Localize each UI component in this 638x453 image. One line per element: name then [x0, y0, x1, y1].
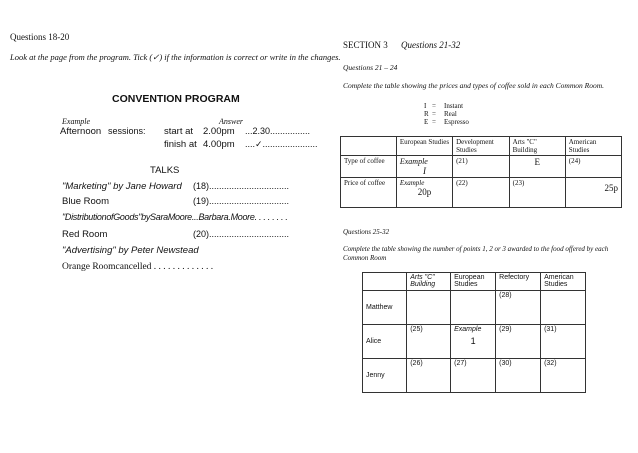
table-row: [363, 291, 586, 325]
cell-text: [541, 291, 586, 325]
talk-blue-room: Blue Room: [62, 196, 109, 207]
sub2-instruction-line2: Common Room: [343, 254, 387, 262]
cell-value: I: [422, 166, 426, 176]
coffee-key: I = Instant R = Real E = Espresso: [424, 102, 469, 126]
table-header: Arts "C" Building: [509, 137, 565, 156]
row-label: Price of coffee: [341, 178, 397, 208]
table-row: [363, 325, 586, 359]
cell-text: (22): [453, 178, 510, 208]
coffee-table: [340, 136, 622, 208]
start-time: 2.00pm: [203, 126, 235, 137]
cell-text: [451, 291, 496, 325]
table-header: Development Studies: [453, 137, 510, 156]
table-header: Arts "C" Building: [407, 273, 451, 291]
blank-19: (19)................................: [193, 196, 290, 206]
table-row: [363, 359, 586, 393]
sessions-label: sessions:: [108, 126, 146, 136]
table-header: American Studies: [565, 137, 621, 156]
talks-heading: TALKS: [150, 165, 180, 176]
sub2-instruction-line1: Complete the table showing the number of points 1, 2 or 3 awarded to the food offered by each: [343, 245, 609, 253]
food-points-table: [362, 272, 586, 393]
table-row: [341, 178, 622, 208]
cell-text: (26): [407, 359, 451, 393]
instruction-text: Look at the page from the program. Tick (✓) if the information is correct or write in the changes.: [10, 52, 341, 62]
cell-text: (30): [496, 359, 541, 393]
sub1-instruction: Complete the table showing the prices and types of coffee sold in each Common Room.: [343, 81, 604, 90]
table-header: European Studies: [451, 273, 496, 291]
afternoon-label: Afternoon: [60, 126, 102, 137]
talk-red-room: Red Room: [62, 229, 108, 240]
cell-value: 1: [470, 336, 476, 346]
cell-text: (32): [541, 359, 586, 393]
cell-text: [407, 291, 451, 325]
cell-text: Example: [399, 179, 425, 187]
cell-text: (29): [496, 325, 541, 359]
example-label: Example: [62, 117, 90, 126]
answer-label: Answer: [219, 117, 243, 126]
cell-text: (31): [541, 325, 586, 359]
questions-range: Questions 21-32: [401, 40, 461, 50]
row-label: Type of coffee: [341, 156, 397, 178]
cell-value: 20p: [417, 187, 432, 197]
cell-text: (23): [509, 178, 565, 208]
cell-text: (27): [451, 359, 496, 393]
questions-heading: Questions 18-20: [10, 32, 70, 42]
cell-text: (25): [407, 325, 451, 359]
table-header: [363, 273, 407, 291]
finish-at-label: finish at: [164, 139, 197, 150]
cell-text: (28): [496, 291, 541, 325]
cell-text: (21): [453, 156, 510, 178]
sub1-heading: Questions 21 – 24: [343, 63, 398, 72]
talk-distribution: "DistributionofGoods"bySaraMoore...Barbara.Moore. . . . . . . .: [62, 212, 288, 222]
row-label: Alice: [363, 325, 407, 359]
start-at-label: start at: [164, 126, 194, 137]
table-header: Refectory: [496, 273, 541, 291]
row-label: Matthew: [363, 291, 407, 325]
finish-answer: ....✓......................: [245, 139, 318, 149]
blank-18: (18)................................: [193, 181, 290, 191]
table-header: [341, 137, 397, 156]
sub2-heading: Questions 25-32: [343, 228, 390, 236]
section-title: SECTION 3: [343, 40, 388, 50]
table-header: American Studies: [541, 273, 586, 291]
orange-room: Orange Roomcancelled . . . . . . . . . . . . .: [62, 262, 214, 272]
start-answer: ...2.30................: [245, 126, 311, 136]
cell-value: 25p: [604, 183, 618, 193]
talk-marketing: "Marketing" by Jane Howard: [62, 181, 182, 192]
cell-text: Example: [454, 326, 482, 333]
blank-20: (20)................................: [193, 229, 290, 239]
cell-text: (24): [565, 156, 621, 178]
program-title: CONVENTION PROGRAM: [112, 93, 240, 105]
row-label: Jenny: [363, 359, 407, 393]
cell-text: Example: [399, 157, 428, 166]
table-header: European Studies: [396, 137, 452, 156]
talk-advertising: "Advertising" by Peter Newstead: [62, 245, 199, 256]
cell-value: E: [534, 157, 540, 167]
table-row: [341, 156, 622, 178]
finish-time: 4.00pm: [203, 139, 235, 150]
